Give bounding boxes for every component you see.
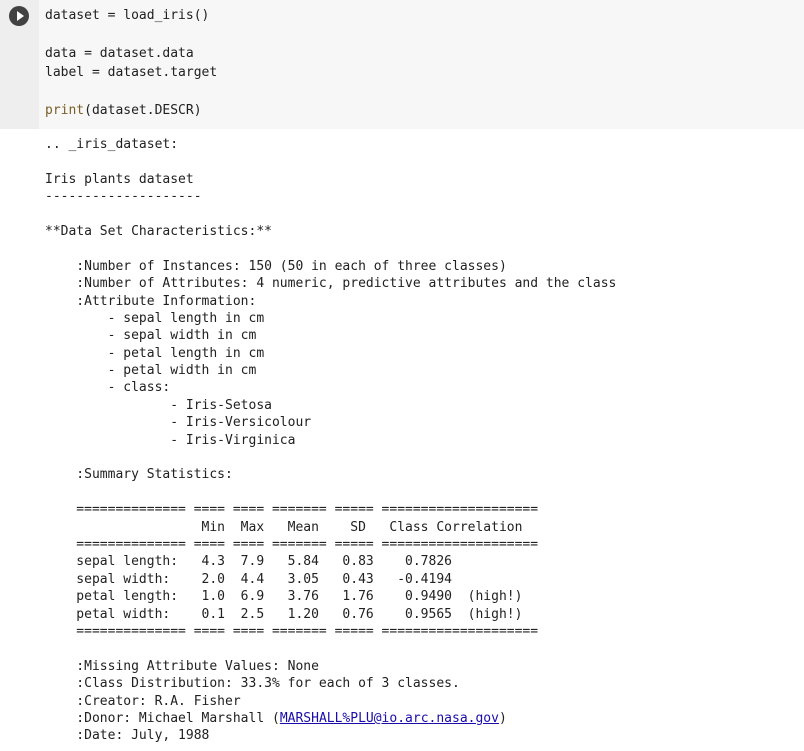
output-line: ============== ==== ==== ======= ===== ====================: [45, 623, 539, 639]
output-line: :Attribute Information:: [45, 293, 257, 309]
print-function: print: [45, 103, 85, 118]
output-line: [45, 153, 616, 170]
donor-suffix: ): [498, 710, 507, 726]
code-line: data = dataset.data: [45, 46, 194, 61]
code-line: [45, 101, 217, 120]
cell-gutter: [0, 0, 39, 129]
code-input-area[interactable]: [0, 0, 804, 129]
output-line: - Iris-Versicolour: [45, 415, 312, 431]
output-line: sepal length: 4.3 7.9 5.84 0.83 0.7826: [45, 554, 452, 570]
code-line: label = dataset.target: [45, 65, 218, 80]
output-line: - Iris-Virginica: [45, 432, 296, 448]
output-line: :Creator: R.A. Fisher: [45, 693, 241, 709]
output-line: sepal width: 2.0 4.4 3.05 0.43 -0.4194: [45, 571, 452, 587]
output-line: [45, 484, 616, 501]
code-editor[interactable]: [45, 6, 217, 120]
output-line: - sepal length in cm: [45, 310, 265, 326]
output-line: [45, 206, 616, 223]
output-line: Min Max Mean SD Class Correlation: [45, 519, 523, 535]
output-line-donor: [45, 710, 616, 727]
output-line: petal width: 0.1 2.5 1.20 0.76 0.9565 (high!): [45, 606, 523, 622]
output-line: [45, 449, 616, 466]
output-line: :Number of Instances: 150 (50 in each of three classes): [45, 258, 507, 274]
code-line: [45, 82, 217, 101]
cell-output: [45, 136, 616, 745]
output-line: - sepal width in cm: [45, 328, 257, 344]
output-line: **Data Set Characteristics:**: [45, 223, 272, 239]
output-line: - petal length in cm: [45, 345, 265, 361]
run-cell-button[interactable]: [9, 6, 29, 26]
donor-prefix: :Donor: Michael Marshall (: [45, 710, 280, 726]
output-line: Iris plants dataset: [45, 171, 194, 187]
output-line-date: :Date: July, 1988: [45, 728, 210, 744]
output-line: :Missing Attribute Values: None: [45, 658, 319, 674]
donor-email-link[interactable]: MARSHALL%PLU@io.arc.nasa.gov: [279, 710, 499, 726]
output-line: - class:: [45, 380, 171, 396]
play-icon: [17, 11, 24, 21]
code-line: dataset = load_iris(): [45, 8, 210, 23]
output-line: - Iris-Setosa: [45, 397, 272, 413]
output-line: [45, 240, 616, 257]
output-line: --------------------: [45, 189, 202, 205]
output-line: ============== ==== ==== ======= ===== ====================: [45, 536, 539, 552]
output-line: - petal width in cm: [45, 363, 257, 379]
print-args: (dataset.DESCR): [84, 103, 202, 118]
output-line: petal length: 1.0 6.9 3.76 1.76 0.9490 (high!): [45, 589, 523, 605]
output-line: [45, 640, 616, 657]
code-line: [45, 25, 217, 44]
output-line: ============== ==== ==== ======= ===== ====================: [45, 502, 539, 518]
output-line: :Number of Attributes: 4 numeric, predictive attributes and the class: [45, 276, 617, 292]
output-line: :Class Distribution: 33.3% for each of 3 classes.: [45, 676, 460, 692]
output-line: :Summary Statistics:: [45, 467, 233, 483]
output-line: .. _iris_dataset:: [45, 137, 179, 152]
